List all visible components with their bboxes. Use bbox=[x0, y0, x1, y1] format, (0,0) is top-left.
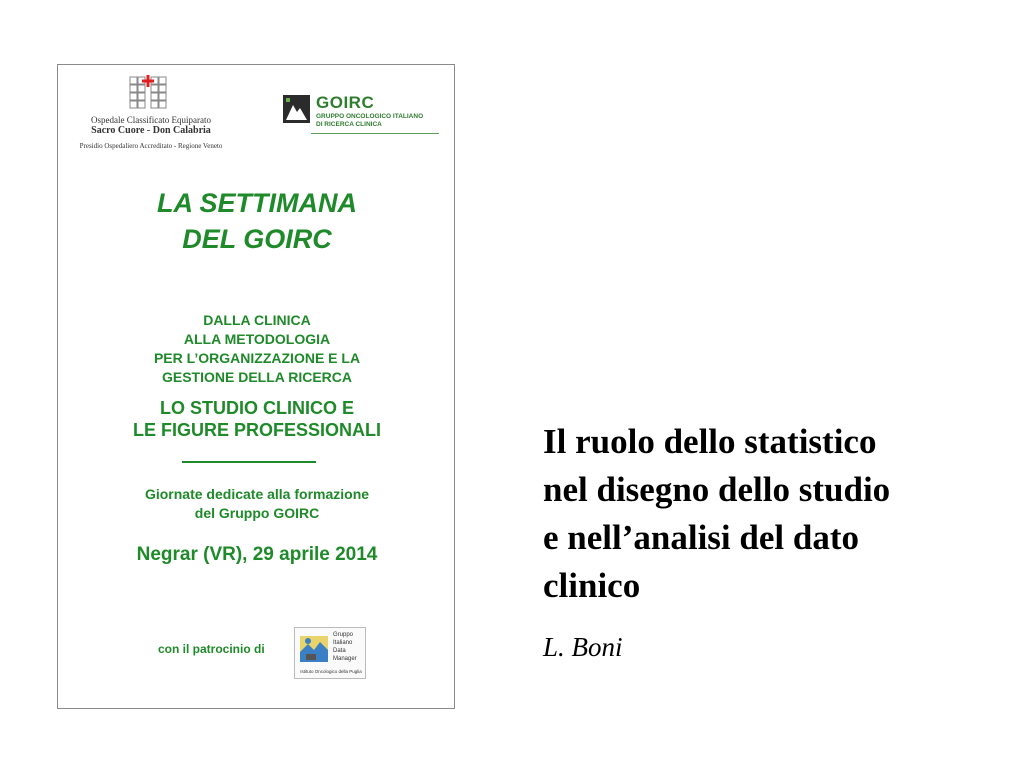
flyer-subtitle-line-1: DALLA CLINICA bbox=[203, 312, 311, 328]
hospital-line-2: Sacro Cuore - Don Calabria bbox=[91, 125, 211, 136]
hospital-logo-icon bbox=[128, 73, 168, 113]
flyer-subtitle-line-2: ALLA METODOLOGIA bbox=[183, 331, 331, 347]
hospital-line-1: Ospedale Classificato Equiparato bbox=[91, 115, 211, 125]
talk-title-line-2: nel disegno dello studio bbox=[543, 470, 891, 509]
goirc-subtitle bbox=[316, 113, 423, 129]
flyer-divider bbox=[182, 461, 316, 463]
gidm-line-4: Manager bbox=[333, 656, 357, 662]
talk-title bbox=[543, 418, 1003, 610]
flyer-subtitle-line-3: PER L’ORGANIZZAZIONE E LA bbox=[153, 350, 361, 366]
flyer-subtitle-line-4: GESTIONE DELLA RICERCA bbox=[161, 369, 353, 385]
goirc-subtitle-line-1: GRUPPO ONCOLOGICO ITALIANO bbox=[316, 113, 424, 120]
talk-title-line-3: e nell’analisi del dato bbox=[543, 518, 859, 557]
gidm-footer: Istituto Oncologico della Puglia bbox=[300, 669, 362, 674]
conference-flyer bbox=[57, 64, 455, 709]
goirc-name: GOIRC bbox=[316, 93, 375, 112]
hospital-line-3: Presidio Ospedaliero Accreditato - Regione Veneto bbox=[79, 142, 223, 150]
gidm-logo bbox=[294, 627, 366, 679]
flyer-training-days bbox=[58, 485, 456, 523]
talk-title-line-1: Il ruolo dello statistico bbox=[543, 422, 877, 461]
flyer-topic bbox=[58, 397, 456, 441]
flyer-title-line-2: DEL GOIRC bbox=[182, 224, 332, 254]
goirc-emblem-icon bbox=[283, 95, 310, 123]
author-name: L. Boni bbox=[543, 632, 623, 662]
flyer-topic-line-1: LO STUDIO CLINICO E bbox=[159, 398, 354, 418]
hospital-name bbox=[66, 115, 236, 150]
gidm-line-3: Data bbox=[333, 648, 346, 654]
flyer-title bbox=[58, 185, 456, 257]
flyer-days-line-1: Giornate dedicate alla formazione bbox=[144, 486, 370, 502]
flyer-place-date: Negrar (VR), 29 aprile 2014 bbox=[136, 544, 378, 565]
flyer-patronage: con il patrocinio di bbox=[158, 642, 265, 656]
goirc-subtitle-line-2: DI RICERCA CLINICA bbox=[316, 121, 382, 128]
gidm-text bbox=[333, 631, 357, 663]
goirc-underline bbox=[311, 133, 439, 134]
gidm-line-2: Italiano bbox=[333, 640, 353, 646]
gidm-emblem-icon bbox=[298, 632, 330, 666]
flyer-topic-line-2: LE FIGURE PROFESSIONALI bbox=[132, 420, 382, 440]
flyer-days-line-2: del Gruppo GOIRC bbox=[194, 505, 320, 521]
talk-title-line-4: clinico bbox=[543, 566, 641, 605]
gidm-line-1: Gruppo bbox=[333, 632, 354, 638]
flyer-subtitle bbox=[58, 311, 456, 387]
flyer-title-line-1: LA SETTIMANA bbox=[157, 188, 357, 218]
